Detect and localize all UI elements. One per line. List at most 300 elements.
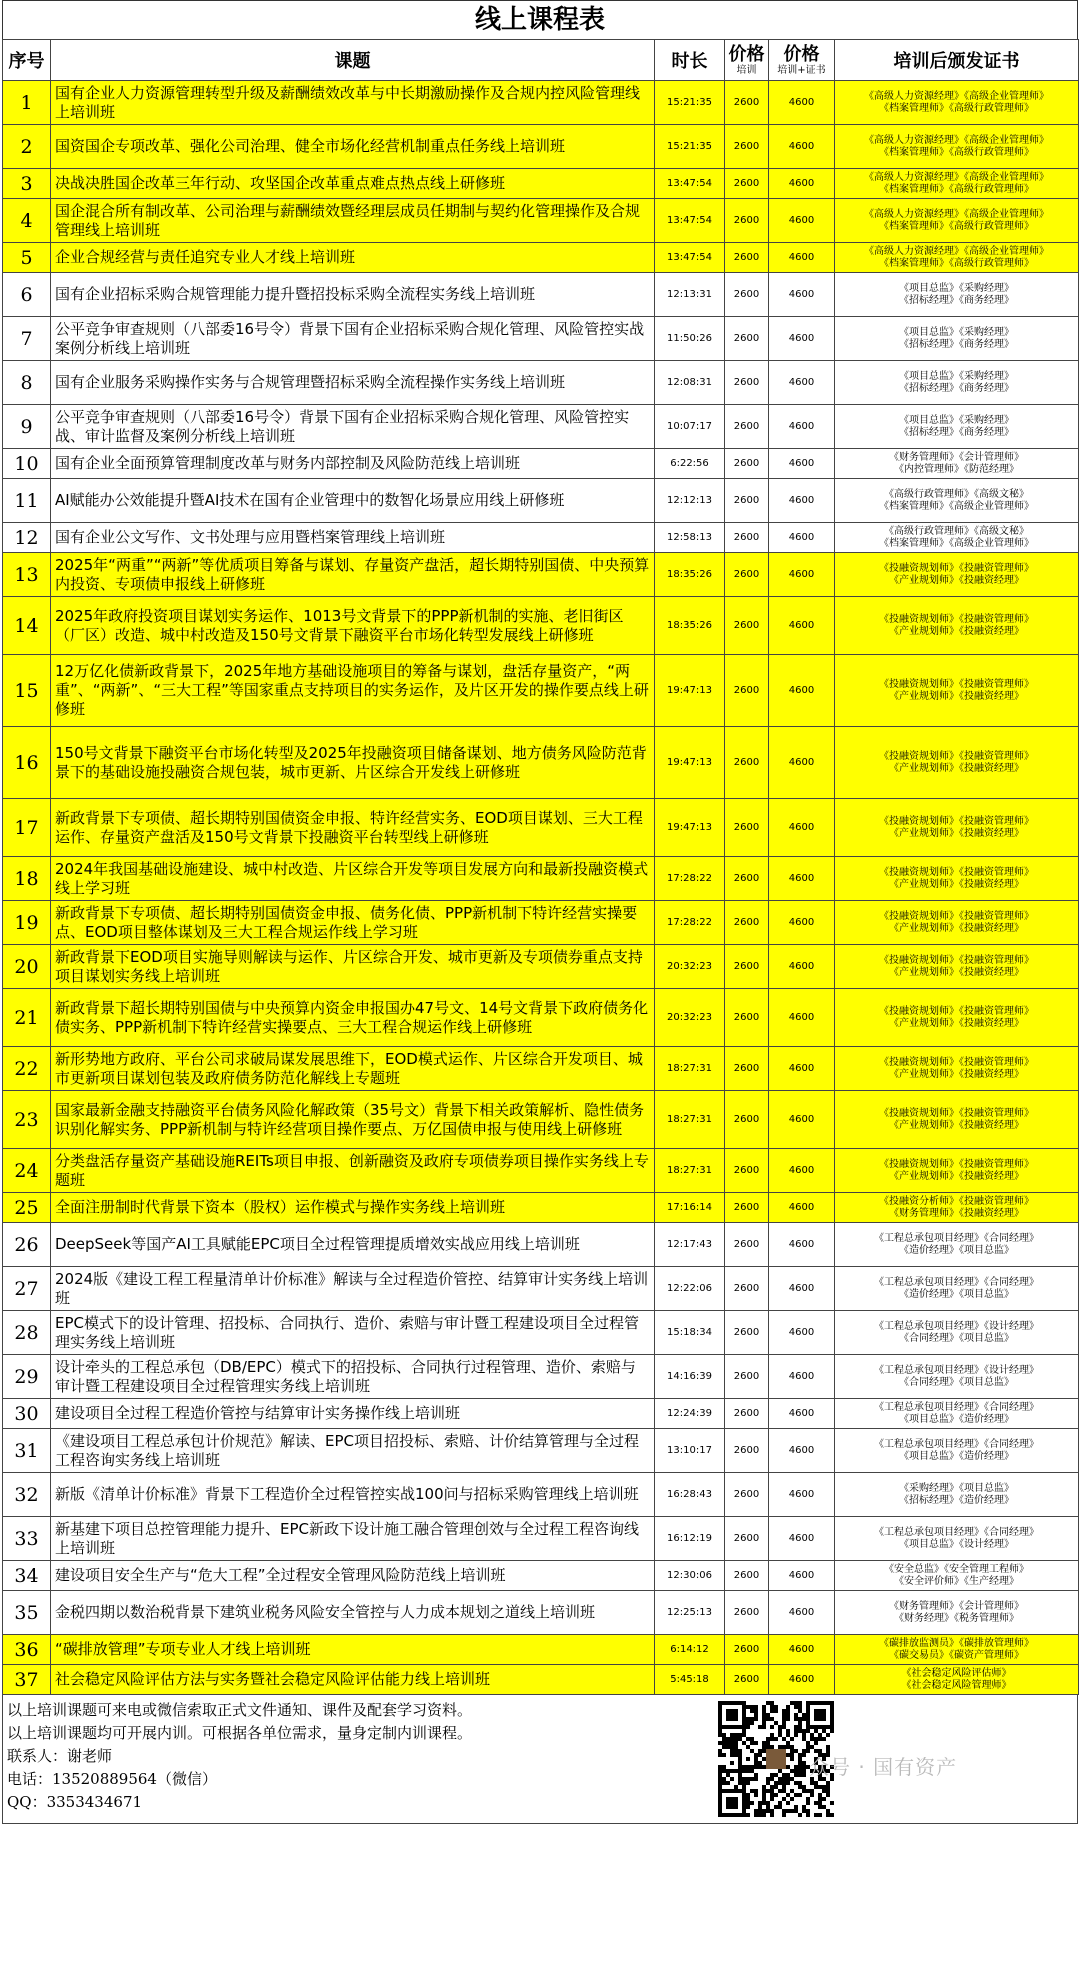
row-price-training: 2600	[725, 81, 769, 125]
row-price-training: 2600	[725, 125, 769, 169]
table-row	[3, 799, 1079, 857]
row-price-cert: 4600	[769, 1193, 835, 1223]
row-certificate	[835, 1223, 1079, 1267]
contact-person: 联系人：谢老师	[7, 1747, 113, 1765]
certificate-line: 《投融资规划师》《投融资管理师》	[879, 1056, 1034, 1068]
row-topic: 设计牵头的工程总承包（DB/EPC）模式下的招投标、合同执行过程管理、造价、索赔与审计暨工程建设项目全过程管理实务线上培训班	[51, 1355, 655, 1399]
row-price-cert: 4600	[769, 169, 835, 199]
row-price-cert: 4600	[769, 523, 835, 553]
table-row	[3, 597, 1079, 655]
row-index: 25	[3, 1193, 51, 1223]
table-row	[3, 479, 1079, 523]
row-topic: 国资国企专项改革、强化公司治理、健全市场化经营机制重点任务线上培训班	[51, 125, 655, 169]
row-topic: 国有企业人力资源管理转型升级及薪酬绩效改革与中长期激励操作及合规内控风险管理线上培训班	[51, 81, 655, 125]
certificate-line: 《产业规划师》《投融资经理》	[889, 827, 1024, 839]
row-certificate	[835, 1399, 1079, 1429]
row-topic: 国有企业服务采购操作实务与合规管理暨招标采购全流程操作实务线上培训班	[51, 361, 655, 405]
certificate-line: 《投融资规划师》《投融资管理师》	[879, 866, 1034, 878]
header-price-label: 价格	[783, 43, 820, 65]
row-price-training: 2600	[725, 1591, 769, 1635]
table-row	[3, 361, 1079, 405]
row-price-cert: 4600	[769, 1429, 835, 1473]
row-certificate	[835, 655, 1079, 727]
row-topic: 12万亿化债新政背景下，2025年地方基础设施项目的筹备与谋划，盘活存量资产，“两重”、“两新”、“三大工程”等国家重点支持项目的实务运作，及片区开发的操作要点线上研修班	[51, 655, 655, 727]
row-index: 36	[3, 1635, 51, 1665]
row-duration: 16:12:19	[655, 1517, 725, 1561]
row-duration: 17:16:14	[655, 1193, 725, 1223]
row-index: 10	[3, 449, 51, 479]
row-price-training: 2600	[725, 799, 769, 857]
certificate-line: 《项目总监》《造价经理》	[899, 1413, 1014, 1425]
row-certificate	[835, 405, 1079, 449]
row-certificate	[835, 901, 1079, 945]
row-certificate	[835, 799, 1079, 857]
row-index: 1	[3, 81, 51, 125]
table-row	[3, 655, 1079, 727]
row-duration: 17:28:22	[655, 857, 725, 901]
row-index: 34	[3, 1561, 51, 1591]
table-row	[3, 1149, 1079, 1193]
row-index: 20	[3, 945, 51, 989]
table-row	[3, 901, 1079, 945]
row-price-training: 2600	[725, 199, 769, 243]
header-certificate: 培训后颁发证书	[835, 40, 1079, 81]
row-certificate	[835, 199, 1079, 243]
row-duration: 19:47:13	[655, 655, 725, 727]
row-price-training: 2600	[725, 1665, 769, 1695]
header-price-label: 价格	[728, 43, 765, 65]
footer-note: 以上培训课题可来电或微信索取正式文件通知、课件及配套学习资料。	[7, 1701, 473, 1719]
certificate-line: 《工程总承包项目经理》《合同经理》	[874, 1276, 1039, 1288]
row-price-cert: 4600	[769, 479, 835, 523]
row-certificate	[835, 1355, 1079, 1399]
row-price-training: 2600	[725, 273, 769, 317]
row-price-training: 2600	[725, 449, 769, 479]
header-topic: 课题	[51, 40, 655, 81]
row-topic: 企业合规经营与责任追究专业人才线上培训班	[51, 243, 655, 273]
certificate-line: 《投融资规划师》《投融资管理师》	[879, 1107, 1034, 1119]
row-price-cert: 4600	[769, 799, 835, 857]
row-index: 32	[3, 1473, 51, 1517]
row-topic: 2025年政府投资项目谋划实务运作、1013号文背景下的PPP新机制的实施、老旧街区（厂区）改造、城中村改造及150号文背景下融资平台市场化转型发展线上研修班	[51, 597, 655, 655]
certificate-line: 《产业规划师》《投融资经理》	[889, 1068, 1024, 1080]
table-row	[3, 553, 1079, 597]
row-certificate	[835, 1473, 1079, 1517]
row-price-training: 2600	[725, 361, 769, 405]
certificate-line: 《招标经理》《商务经理》	[899, 338, 1014, 350]
row-price-cert: 4600	[769, 1047, 835, 1091]
certificate-line: 《投融资规划师》《投融资管理师》	[879, 1158, 1034, 1170]
table-row	[3, 1591, 1079, 1635]
row-index: 30	[3, 1399, 51, 1429]
course-table	[2, 39, 1079, 1695]
table-row	[3, 857, 1079, 901]
certificate-line: 《工程总承包项目经理》《设计经理》	[874, 1320, 1039, 1332]
row-duration: 13:47:54	[655, 199, 725, 243]
row-topic: 2025年“两重”“两新”等优质项目筹备与谋划、存量资产盘活，超长期特别国债、中央预算内投资、专项债申报线上研修班	[51, 553, 655, 597]
certificate-line: 《合同经理》《项目总监》	[899, 1376, 1014, 1388]
row-duration: 16:28:43	[655, 1473, 725, 1517]
row-index: 18	[3, 857, 51, 901]
row-certificate	[835, 1665, 1079, 1695]
certificate-line: 《档案管理师》《高级行政管理师》	[879, 257, 1034, 269]
row-price-training: 2600	[725, 857, 769, 901]
row-price-training: 2600	[725, 1473, 769, 1517]
row-topic: 新政背景下EOD项目实施导则解读与运作、片区综合开发、城市更新及专项债券重点支持项目谋划实务线上培训班	[51, 945, 655, 989]
certificate-line: 《投融资规划师》《投融资管理师》	[879, 954, 1034, 966]
table-row	[3, 1399, 1079, 1429]
row-price-training: 2600	[725, 1193, 769, 1223]
row-certificate	[835, 945, 1079, 989]
footer-notes	[7, 1699, 472, 1814]
page-title: 线上课程表	[2, 0, 1078, 39]
certificate-line: 《档案管理师》《高级企业管理师》	[879, 500, 1034, 512]
row-index: 11	[3, 479, 51, 523]
row-price-cert: 4600	[769, 243, 835, 273]
certificate-line: 《高级行政管理师》《高级文秘》	[884, 488, 1029, 500]
row-topic: 新形势地方政府、平台公司求破局谋发展思维下，EOD模式运作、片区综合开发项目、城市更新项目谋划包装及政府债务防范化解线上专题班	[51, 1047, 655, 1091]
row-price-cert: 4600	[769, 199, 835, 243]
row-index: 35	[3, 1591, 51, 1635]
row-index: 17	[3, 799, 51, 857]
row-certificate	[835, 727, 1079, 799]
certificate-line: 《工程总承包项目经理》《合同经理》	[874, 1526, 1039, 1538]
row-topic: 国有企业招标采购合规管理能力提升暨招投标采购全流程实务线上培训班	[51, 273, 655, 317]
certificate-line: 《产业规划师》《投融资经理》	[889, 762, 1024, 774]
certificate-line: 《项目总监》《采购经理》	[899, 414, 1014, 426]
row-duration: 13:10:17	[655, 1429, 725, 1473]
row-price-training: 2600	[725, 1517, 769, 1561]
row-price-training: 2600	[725, 1635, 769, 1665]
row-certificate	[835, 1517, 1079, 1561]
certificate-line: 《采购经理》《项目总监》	[899, 1482, 1014, 1494]
row-price-training: 2600	[725, 405, 769, 449]
row-index: 16	[3, 727, 51, 799]
row-price-training: 2600	[725, 1429, 769, 1473]
certificate-line: 《高级人力资源经理》《高级企业管理师》	[864, 90, 1049, 102]
row-duration: 10:07:17	[655, 405, 725, 449]
row-price-cert: 4600	[769, 361, 835, 405]
course-schedule-sheet	[2, 0, 1078, 1824]
row-price-cert: 4600	[769, 1473, 835, 1517]
row-duration: 19:47:13	[655, 799, 725, 857]
header-price-training	[725, 40, 769, 81]
row-index: 7	[3, 317, 51, 361]
row-duration: 12:58:13	[655, 523, 725, 553]
row-index: 9	[3, 405, 51, 449]
row-price-cert: 4600	[769, 1311, 835, 1355]
row-price-training: 2600	[725, 1561, 769, 1591]
row-price-cert: 4600	[769, 1591, 835, 1635]
row-certificate	[835, 1311, 1079, 1355]
row-certificate	[835, 361, 1079, 405]
course-rows	[3, 81, 1079, 1695]
row-index: 37	[3, 1665, 51, 1695]
row-index: 27	[3, 1267, 51, 1311]
row-topic: 建设项目全过程工程造价管控与结算审计实务操作线上培训班	[51, 1399, 655, 1429]
certificate-line: 《高级人力资源经理》《高级企业管理师》	[864, 208, 1049, 220]
row-duration: 15:21:35	[655, 125, 725, 169]
row-duration: 13:47:54	[655, 169, 725, 199]
certificate-line: 《高级人力资源经理》《高级企业管理师》	[864, 171, 1049, 183]
row-price-training: 2600	[725, 1311, 769, 1355]
row-certificate	[835, 449, 1079, 479]
table-row	[3, 1091, 1079, 1149]
row-duration: 12:25:13	[655, 1591, 725, 1635]
certificate-line: 《造价经理》《项目总监》	[899, 1244, 1014, 1256]
row-price-cert: 4600	[769, 1561, 835, 1591]
row-topic: 《建设项目工程总承包计价规范》解读、EPC项目招投标、索赔、计价结算管理与全过程工程咨询实务线上培训班	[51, 1429, 655, 1473]
row-price-cert: 4600	[769, 405, 835, 449]
row-certificate	[835, 125, 1079, 169]
certificate-line: 《招标经理》《造价经理》	[899, 1494, 1014, 1506]
certificate-line: 《碳交易员》《碳资产管理师》	[889, 1649, 1024, 1661]
row-duration: 14:16:39	[655, 1355, 725, 1399]
row-duration: 12:24:39	[655, 1399, 725, 1429]
certificate-line: 《招标经理》《商务经理》	[899, 382, 1014, 394]
row-index: 4	[3, 199, 51, 243]
footer-note: 以上培训课题均可开展内训。可根据各单位需求，量身定制内训课程。	[7, 1724, 473, 1742]
table-row	[3, 81, 1079, 125]
row-index: 8	[3, 361, 51, 405]
table-row	[3, 1193, 1079, 1223]
row-topic: 社会稳定风险评估方法与实务暨社会稳定风险评估能力线上培训班	[51, 1665, 655, 1695]
table-row	[3, 1517, 1079, 1561]
row-duration: 18:35:26	[655, 597, 725, 655]
row-price-cert: 4600	[769, 81, 835, 125]
row-price-training: 2600	[725, 317, 769, 361]
row-topic: 新基建下项目总控管理能力提升、EPC新政下设计施工融合管理创效与全过程工程咨询线上培训班	[51, 1517, 655, 1561]
row-certificate	[835, 169, 1079, 199]
row-price-cert: 4600	[769, 553, 835, 597]
certificate-line: 《产业规划师》《投融资经理》	[889, 966, 1024, 978]
row-certificate	[835, 81, 1079, 125]
certificate-line: 《内控管理师》《防范经理》	[894, 463, 1019, 475]
table-row	[3, 405, 1079, 449]
certificate-line: 《产业规划师》《投融资经理》	[889, 574, 1024, 586]
certificate-line: 《项目总监》《设计经理》	[899, 1538, 1014, 1550]
header-price-cert	[769, 40, 835, 81]
table-row	[3, 523, 1079, 553]
table-header-row	[3, 40, 1079, 81]
header-price-sub: 培训	[736, 64, 757, 76]
row-duration: 15:18:34	[655, 1311, 725, 1355]
row-price-training: 2600	[725, 1355, 769, 1399]
row-duration: 18:27:31	[655, 1047, 725, 1091]
certificate-line: 《财务管理师》《投融资经理》	[889, 1207, 1024, 1219]
row-certificate	[835, 1091, 1079, 1149]
certificate-line: 《档案管理师》《高级行政管理师》	[879, 146, 1034, 158]
row-topic: 150号文背景下融资平台市场化转型及2025年投融资项目储备谋划、地方债务风险防范背景下的基础设施投融资合规包装，城市更新、片区综合开发线上研修班	[51, 727, 655, 799]
certificate-line: 《档案管理师》《高级行政管理师》	[879, 183, 1034, 195]
row-index: 26	[3, 1223, 51, 1267]
contact-qq: QQ：3353434671	[7, 1793, 143, 1811]
row-topic: 新版《清单计价标准》背景下工程造价全过程管控实战100问与招标采购管理线上培训班	[51, 1473, 655, 1517]
row-certificate	[835, 1591, 1079, 1635]
row-index: 19	[3, 901, 51, 945]
row-topic: 新政背景下专项债、超长期特别国债资金申报、债务化债、PPP新机制下特许经营实操要点、EOD项目整体谋划及三大工程合规运作线上学习班	[51, 901, 655, 945]
header-index: 序号	[3, 40, 51, 81]
row-topic: 2024版《建设工程工程量清单计价标准》解读与全过程造价管控、结算审计实务线上培训班	[51, 1267, 655, 1311]
row-index: 21	[3, 989, 51, 1047]
row-topic: 国家最新金融支持融资平台债务风险化解政策（35号文）背景下相关政策解析、隐性债务识别化解实务、PPP新机制与特许经营项目操作要点、万亿国债申报与使用线上研修班	[51, 1091, 655, 1149]
row-price-cert: 4600	[769, 1091, 835, 1149]
certificate-line: 《高级人力资源经理》《高级企业管理师》	[864, 245, 1049, 257]
certificate-line: 《财务经理》《税务管理师》	[894, 1612, 1019, 1624]
contact-phone: 电话：13520889564（微信）	[7, 1770, 217, 1788]
table-row	[3, 945, 1079, 989]
watermark: 众号 · 国有资产	[809, 1755, 958, 1779]
certificate-line: 《工程总承包项目经理》《合同经理》	[874, 1232, 1039, 1244]
row-certificate	[835, 1047, 1079, 1091]
row-index: 33	[3, 1517, 51, 1561]
row-duration: 20:32:23	[655, 945, 725, 989]
table-row	[3, 1665, 1079, 1695]
row-topic: 公平竞争审查规则（八部委16号令）背景下国有企业招标采购合规化管理、风险管控实战、审计监督及案例分析线上培训班	[51, 405, 655, 449]
row-price-training: 2600	[725, 945, 769, 989]
row-price-cert: 4600	[769, 1635, 835, 1665]
certificate-line: 《投融资规划师》《投融资管理师》	[879, 613, 1034, 625]
certificate-line: 《招标经理》《商务经理》	[899, 294, 1014, 306]
row-price-cert: 4600	[769, 317, 835, 361]
certificate-line: 《产业规划师》《投融资经理》	[889, 1170, 1024, 1182]
row-topic: 全面注册制时代背景下资本（股权）运作模式与操作实务线上培训班	[51, 1193, 655, 1223]
row-duration: 12:17:43	[655, 1223, 725, 1267]
row-duration: 6:14:12	[655, 1635, 725, 1665]
row-topic: 新政背景下专项债、超长期特别国债资金申报、特许经营实务、EOD项目谋划、三大工程运作、存量资产盘活及150号文背景下投融资平台转型线上研修班	[51, 799, 655, 857]
certificate-line: 《产业规划师》《投融资经理》	[889, 1119, 1024, 1131]
row-price-cert: 4600	[769, 901, 835, 945]
row-index: 5	[3, 243, 51, 273]
row-certificate	[835, 1635, 1079, 1665]
row-topic: 建设项目安全生产与“危大工程”全过程安全管理风险防范线上培训班	[51, 1561, 655, 1591]
certificate-line: 《造价经理》《项目总监》	[899, 1288, 1014, 1300]
row-index: 22	[3, 1047, 51, 1091]
header-price-sub: 培训+证书	[777, 64, 826, 76]
row-price-cert: 4600	[769, 597, 835, 655]
table-row	[3, 1311, 1079, 1355]
certificate-line: 《合同经理》《项目总监》	[899, 1332, 1014, 1344]
table-row	[3, 1473, 1079, 1517]
row-topic: 国有企业公文写作、文书处理与应用暨档案管理线上培训班	[51, 523, 655, 553]
row-price-training: 2600	[725, 901, 769, 945]
row-duration: 6:22:56	[655, 449, 725, 479]
row-index: 31	[3, 1429, 51, 1473]
row-price-cert: 4600	[769, 1223, 835, 1267]
row-index: 23	[3, 1091, 51, 1149]
certificate-line: 《产业规划师》《投融资经理》	[889, 1017, 1024, 1029]
certificate-line: 《工程总承包项目经理》《合同经理》	[874, 1438, 1039, 1450]
certificate-line: 《产业规划师》《投融资经理》	[889, 878, 1024, 890]
row-price-cert: 4600	[769, 1399, 835, 1429]
row-certificate	[835, 597, 1079, 655]
row-certificate	[835, 479, 1079, 523]
certificate-line: 《社会稳定风险管理师》	[901, 1679, 1012, 1691]
row-certificate	[835, 523, 1079, 553]
row-topic: 国企混合所有制改革、公司治理与薪酬绩效暨经理层成员任期制与契约化管理操作及合规管理线上培训班	[51, 199, 655, 243]
row-price-training: 2600	[725, 553, 769, 597]
row-duration: 12:12:13	[655, 479, 725, 523]
row-price-cert: 4600	[769, 1149, 835, 1193]
row-price-training: 2600	[725, 655, 769, 727]
row-price-training: 2600	[725, 1149, 769, 1193]
row-price-cert: 4600	[769, 655, 835, 727]
certificate-line: 《产业规划师》《投融资经理》	[889, 625, 1024, 637]
table-row	[3, 199, 1079, 243]
row-duration: 19:47:13	[655, 727, 725, 799]
certificate-line: 《项目总监》《采购经理》	[899, 326, 1014, 338]
row-price-training: 2600	[725, 1399, 769, 1429]
row-price-cert: 4600	[769, 273, 835, 317]
table-row	[3, 1223, 1079, 1267]
table-row	[3, 1429, 1079, 1473]
certificate-line: 《投融资规划师》《投融资管理师》	[879, 910, 1034, 922]
row-duration: 12:13:31	[655, 273, 725, 317]
row-index: 29	[3, 1355, 51, 1399]
row-topic: AI赋能办公效能提升暨AI技术在国有企业管理中的数智化场景应用线上研修班	[51, 479, 655, 523]
row-index: 6	[3, 273, 51, 317]
certificate-line: 《档案管理师》《高级企业管理师》	[879, 537, 1034, 549]
certificate-line: 《高级行政管理师》《高级文秘》	[884, 525, 1029, 537]
row-certificate	[835, 989, 1079, 1047]
row-price-training: 2600	[725, 243, 769, 273]
certificate-line: 《产业规划师》《投融资经理》	[889, 922, 1024, 934]
footer	[2, 1695, 1078, 1824]
row-price-cert: 4600	[769, 1517, 835, 1561]
certificate-line: 《财务管理师》《会计管理师》	[889, 1600, 1024, 1612]
certificate-line: 《产业规划师》《投融资经理》	[889, 690, 1024, 702]
row-price-training: 2600	[725, 1047, 769, 1091]
row-duration: 5:45:18	[655, 1665, 725, 1695]
row-duration: 15:21:35	[655, 81, 725, 125]
certificate-line: 《投融资规划师》《投融资管理师》	[879, 678, 1034, 690]
table-row	[3, 125, 1079, 169]
table-row	[3, 727, 1079, 799]
row-certificate	[835, 1561, 1079, 1591]
row-certificate	[835, 273, 1079, 317]
row-certificate	[835, 1193, 1079, 1223]
row-duration: 18:35:26	[655, 553, 725, 597]
row-price-cert: 4600	[769, 1355, 835, 1399]
certificate-line: 《档案管理师》《高级行政管理师》	[879, 220, 1034, 232]
table-row	[3, 273, 1079, 317]
certificate-line: 《安全评价师》《生产经理》	[894, 1575, 1019, 1587]
row-topic: 决战决胜国企改革三年行动、攻坚国企改革重点难点热点线上研修班	[51, 169, 655, 199]
table-row	[3, 449, 1079, 479]
certificate-line: 《项目总监》《采购经理》	[899, 370, 1014, 382]
certificate-line: 《项目总监》《采购经理》	[899, 282, 1014, 294]
row-index: 2	[3, 125, 51, 169]
table-row	[3, 169, 1079, 199]
row-topic: 公平竞争审查规则（八部委16号令）背景下国有企业招标采购合规化管理、风险管控实战案例分析线上培训班	[51, 317, 655, 361]
row-index: 14	[3, 597, 51, 655]
certificate-line: 《高级人力资源经理》《高级企业管理师》	[864, 134, 1049, 146]
table-row	[3, 1355, 1079, 1399]
row-price-training: 2600	[725, 727, 769, 799]
row-price-training: 2600	[725, 989, 769, 1047]
row-price-cert: 4600	[769, 945, 835, 989]
certificate-line: 《投融资分析师》《投融资管理师》	[879, 1195, 1034, 1207]
row-price-cert: 4600	[769, 857, 835, 901]
certificate-line: 《投融资规划师》《投融资管理师》	[879, 562, 1034, 574]
certificate-line: 《招标经理》《商务经理》	[899, 426, 1014, 438]
row-certificate	[835, 1267, 1079, 1311]
row-price-cert: 4600	[769, 449, 835, 479]
certificate-line: 《工程总承包项目经理》《合同经理》	[874, 1401, 1039, 1413]
row-duration: 17:28:22	[655, 901, 725, 945]
row-topic: 2024年我国基础设施建设、城中村改造、片区综合开发等项目发展方向和最新投融资模式线上学习班	[51, 857, 655, 901]
certificate-line: 《工程总承包项目经理》《设计经理》	[874, 1364, 1039, 1376]
